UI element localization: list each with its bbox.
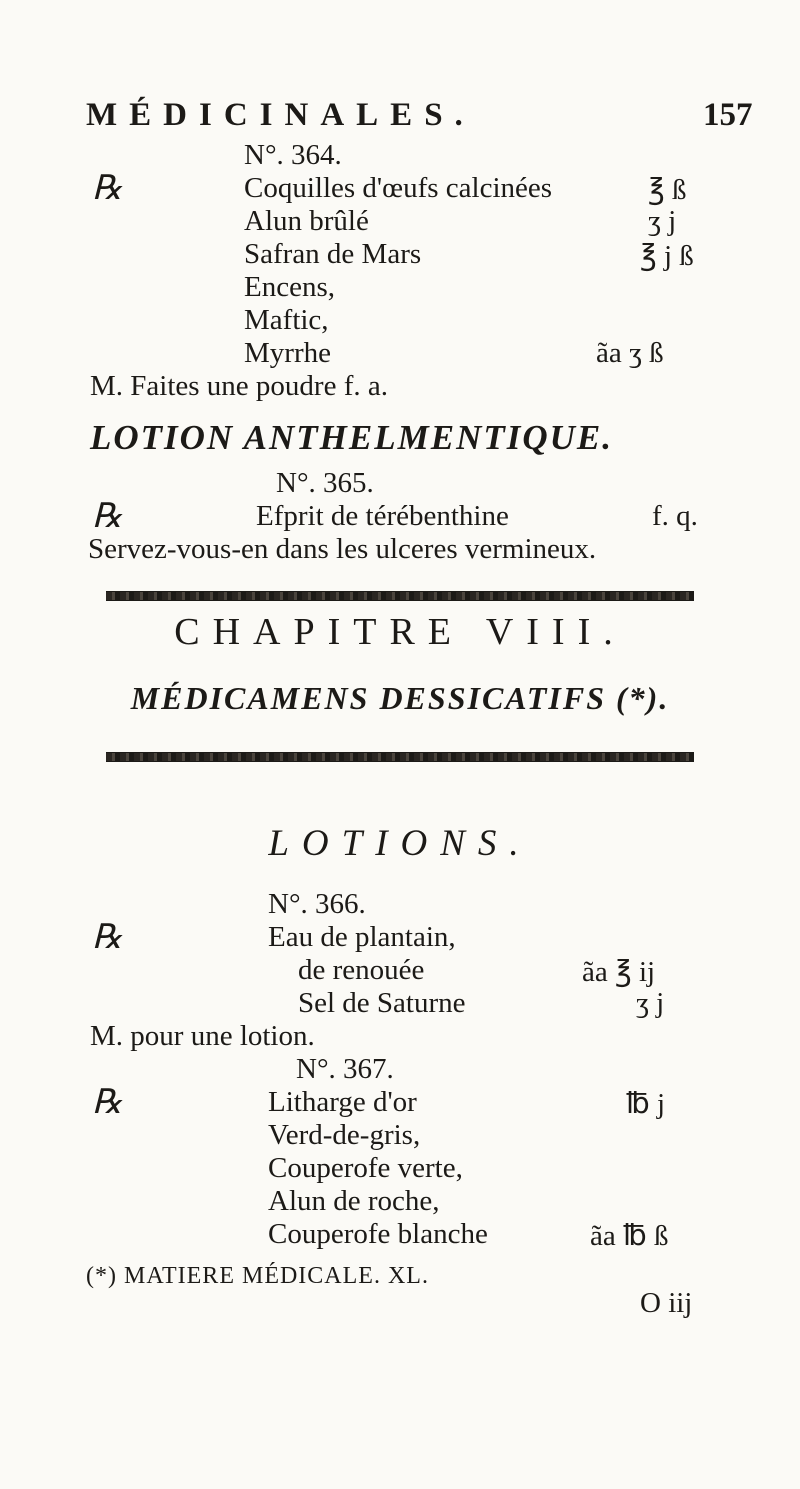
ingredient-dose: f. q.	[652, 500, 698, 532]
ingredient-name: Litharge d'or	[268, 1086, 417, 1118]
chapter-subtitle: MÉDICAMENS DESSICATIFS (*).	[130, 680, 670, 716]
recipe-364-number: N°. 364.	[244, 139, 342, 171]
recipe-365-number: N°. 365.	[276, 467, 374, 499]
ingredient-name: Coquilles d'œufs calcinées	[244, 172, 553, 204]
ingredient-name: de renouée	[298, 954, 425, 986]
running-head: MÉDICINALES.	[86, 97, 475, 133]
recipe-instruction: M. pour une lotion.	[90, 1020, 315, 1052]
ingredient-name: Safran de Mars	[244, 238, 422, 270]
chapter-title: CHAPITRE VIII.	[174, 611, 626, 653]
ingredient-dose: ℥ ß	[648, 174, 687, 206]
recipe-instruction: M. Faites une poudre f. a.	[90, 370, 388, 402]
ingredient-name: Efprit de térébenthine	[256, 500, 509, 532]
ingredient-name: Encens,	[244, 271, 335, 303]
ingredient-name: Sel de Saturne	[298, 987, 466, 1019]
lotions-title: LOTIONS.	[268, 823, 532, 864]
rx-symbol: ℞	[92, 919, 123, 956]
footnote: (*) MATIERE MÉDICALE. XL.	[86, 1263, 429, 1289]
recipe-instruction: Servez-vous-en dans les ulceres vermineux.	[88, 533, 597, 565]
recipe-367-number: N°. 367.	[296, 1053, 394, 1085]
rx-symbol: ℞	[92, 498, 123, 535]
rx-symbol: ℞	[92, 1084, 123, 1121]
ornamental-rule	[106, 591, 694, 601]
rx-symbol: ℞	[92, 170, 123, 207]
page-number: 157	[703, 97, 753, 133]
ingredient-dose: ãa ℔ ß	[590, 1220, 669, 1252]
ingredient-name: Maftic,	[244, 304, 329, 336]
ingredient-dose: ʒ j	[648, 205, 677, 237]
ingredient-dose: ℥ j ß	[640, 240, 694, 272]
ingredient-dose: ʒ j	[636, 987, 665, 1019]
recipe-366-number: N°. 366.	[268, 888, 366, 920]
ingredient-name: Myrrhe	[244, 337, 331, 369]
signature-mark: O iij	[640, 1287, 693, 1319]
ingredient-dose: ãa ʒ ß	[596, 337, 664, 369]
section-title: LOTION ANTHELMENTIQUE.	[90, 418, 613, 457]
ingredient-name: Couperofe blanche	[268, 1218, 488, 1250]
ingredient-name: Verd-de-gris,	[268, 1119, 421, 1151]
ingredient-name: Couperofe verte,	[268, 1152, 463, 1184]
ingredient-name: Eau de plantain,	[268, 921, 456, 953]
ornamental-rule	[106, 752, 694, 762]
ingredient-name: Alun de roche,	[268, 1185, 440, 1217]
ingredient-dose: ℔ j	[626, 1088, 666, 1120]
ingredient-dose: ãa ℥ ij	[582, 956, 656, 988]
ingredient-name: Alun brûlé	[244, 205, 369, 237]
